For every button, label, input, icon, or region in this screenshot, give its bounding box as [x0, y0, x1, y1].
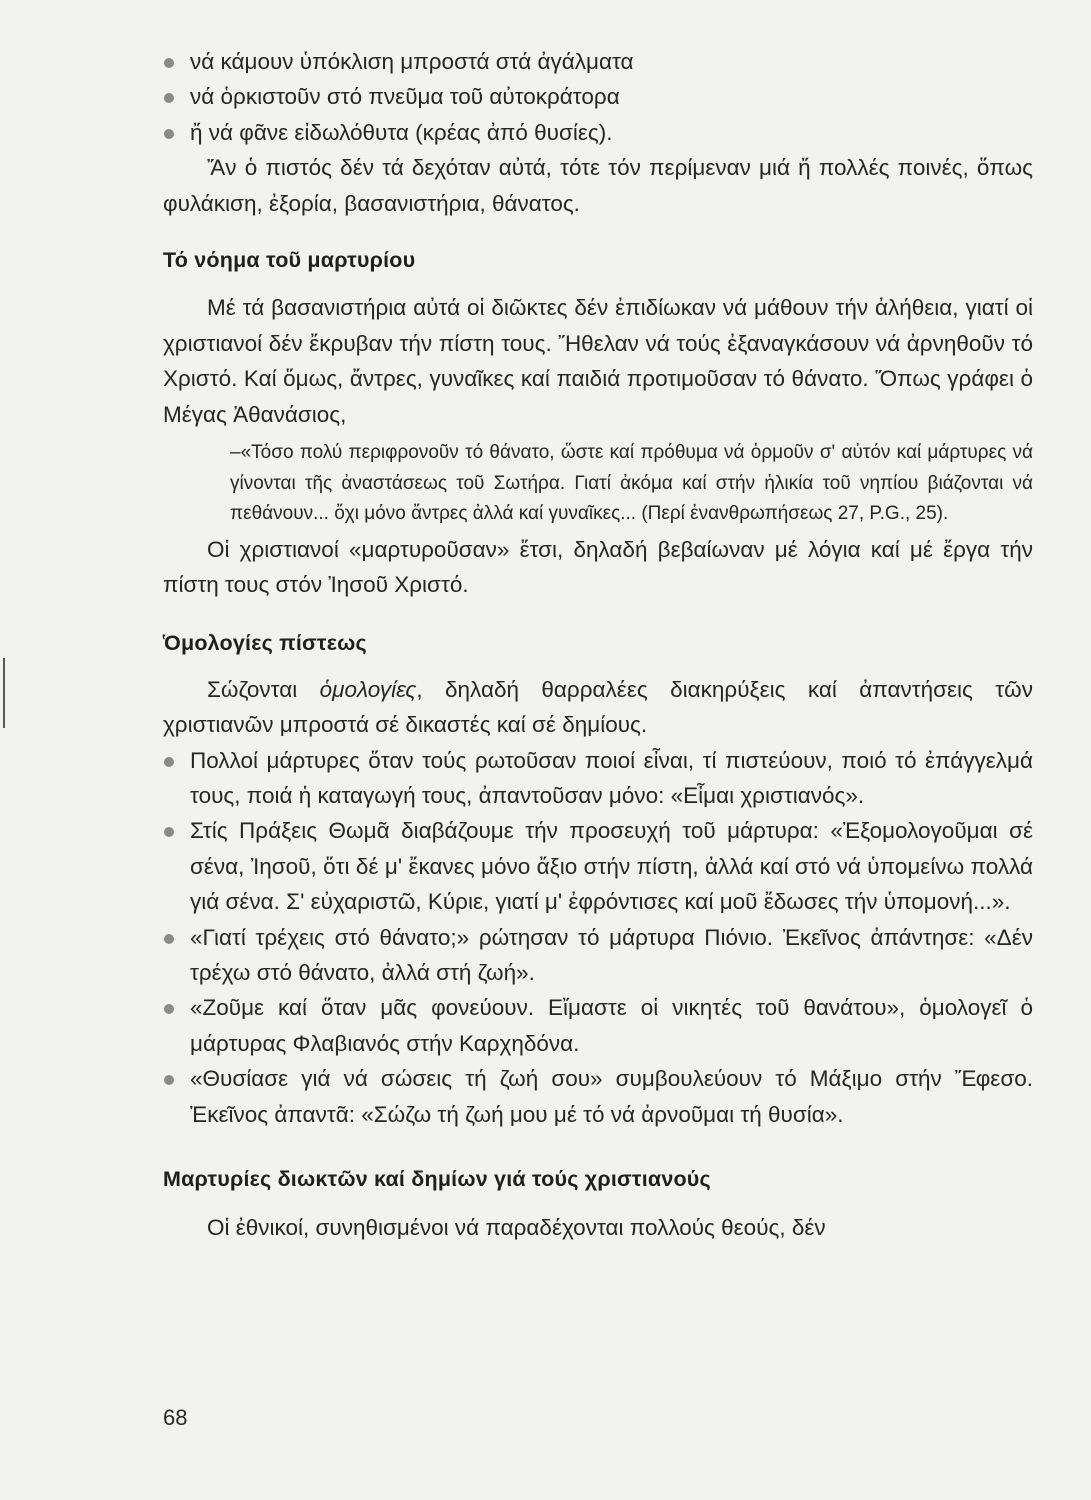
bullet-dot-icon	[164, 827, 174, 837]
page-body	[163, 44, 1033, 1246]
confession-bullet-5: «Θυσίασε γιά νά σώσεις τή ζωή σου» συμβουλεύουν τό Μάξιμο στήν Ἔφεσο. Ἐκεῖνος ἀπαντᾶ: «Σώζω τή ζωή μου μέ τό νά ἀρνοῦμαι τή θυσία».	[163, 1061, 1033, 1132]
intro-bullet-2: νά ὁρκιστοῦν στό πνεῦμα τοῦ αὐτοκράτορα	[163, 79, 1033, 114]
confession-bullet-1: Πολλοί μάρτυρες ὅταν τούς ρωτοῦσαν ποιοί εἶναι, τί πιστεύουν, ποιό τό ἐπάγγελμά τους, ποιά ἡ καταγωγή τους, ἀπαντοῦσαν μόνο: «Εἶμαι χριστιανός».	[163, 743, 1033, 814]
confession-bullet-3: «Γιατί τρέχεις στό θάνατο;» ρώτησαν τό μάρτυρα Πιόνιο. Ἐκεῖνος ἀπάντησε: «Δέν τρέχω στό θάνατο, ἀλλά στή ζωή».	[163, 920, 1033, 991]
section-heading-meaning: Τό νόημα τοῦ μαρτυρίου	[163, 248, 416, 273]
bullet-dot-icon	[164, 934, 174, 944]
section3-paragraph-1: Οἱ ἐθνικοί, συνηθισμένοι νά παραδέχονται πολλούς θεούς, δέν	[207, 1215, 826, 1241]
section-heading-confessions: Ὁμολογίες πίστεως	[163, 631, 367, 656]
intro-paragraph: Ἄν ὁ πιστός δέν τά δεχόταν αὐτά, τότε τόν περίμεναν μιά ἤ πολλές ποινές, ὅπως φυλάκιση, ἐξορία, βασανιστήρια, θάνατος.	[163, 155, 1033, 216]
page-number: 68	[163, 1405, 188, 1430]
athanasius-quote: –«Τόσο πολύ περιφρονοῦν τό θάνατο, ὥστε καί πρόθυμα νά ὁρμοῦν σ' αὐτόν καί μάρτυρες νά γίνονται τῆς ἀναστάσεως τοῦ Σωτήρα. Γιατί ἀκόμα καί στήν ἡλικία τοῦ νηπίου βιάζονται νά πεθάνουν... ὄχι μόνο ἄντρες ἀλλά καί γυναῖκες... (Περί ἐνανθρωπήσεως 27, P.G., 25).	[230, 442, 1033, 525]
bullet-dot-icon	[164, 1075, 174, 1085]
section1-paragraph-1: Μέ τά βασανιστήρια αὐτά οἱ διῶκτες δέν ἐπιδίωκαν νά μάθουν τήν ἀλήθεια, γιατί οἱ χριστιανοί δέν ἔκρυβαν τήν πίστη τους. Ἤθελαν νά τούς ἐξαναγκάσουν νά ἀρνηθοῦν τό Χριστό. Καί ὅμως, ἄντρες, γυναῖκες καί παιδιά προτιμοῦσαν τό θάνατο. Ὅπως γράφει ὁ Μέγας Ἀθανάσιος,	[163, 295, 1033, 427]
bullet-dot-icon	[164, 58, 174, 68]
confession-bullet-4: «Ζοῦμε καί ὅταν μᾶς φονεύουν. Εἴμαστε οἱ νικητές τοῦ θανάτου», ὁμολογεῖ ὁ μάρτυρας Φλαβιανός στήν Καρχηδόνα.	[163, 990, 1033, 1061]
intro-bullet-1: νά κάμουν ὑπόκλιση μπροστά στά ἀγάλματα	[163, 44, 1033, 79]
bullet-dot-icon	[164, 129, 174, 139]
section-heading-testimonies: Μαρτυρίες διωκτῶν καί δημίων γιά τούς χριστιανούς	[163, 1167, 711, 1192]
section2-intro: Σώζονται ὁμολογίες, δηλαδή θαρραλέες διακηρύξεις καί ἀπαντήσεις τῶν χριστιανῶν μπροστά σέ δικαστές καί σέ δημίους.	[163, 676, 1033, 738]
bullet-dot-icon	[164, 757, 174, 767]
section1-paragraph-2: Οἱ χριστιανοί «μαρτυροῦσαν» ἔτσι, δηλαδή βεβαίωναν μέ λόγια καί μέ ἔργα τήν πίστη τους στόν Ἰησοῦ Χριστό.	[163, 536, 1033, 597]
term-omologies: ὁμολογίες	[319, 676, 417, 702]
confession-bullet-2: Στίς Πράξεις Θωμᾶ διαβάζουμε τήν προσευχή τοῦ μάρτυρα: «Ἐξομολογοῦμαι σέ σένα, Ἰησοῦ, ὅτι δέ μ' ἔκανες μόνο ἄξιο στήν πίστη, ἀλλά καί στό νά ὑπομείνω πολλά γιά σένα. Σ' εὐχαριστῶ, Κύριε, γιατί μ' ἐφρόντισες καί μοῦ ἔδωσες τήν ὑπομονή...».	[163, 813, 1033, 919]
bullet-dot-icon	[164, 1004, 174, 1014]
bullet-dot-icon	[164, 93, 174, 103]
intro-bullet-3: ἤ νά φᾶνε εἰδωλόθυτα (κρέας ἀπό θυσίες).	[163, 115, 1033, 150]
margin-rule	[3, 658, 5, 728]
